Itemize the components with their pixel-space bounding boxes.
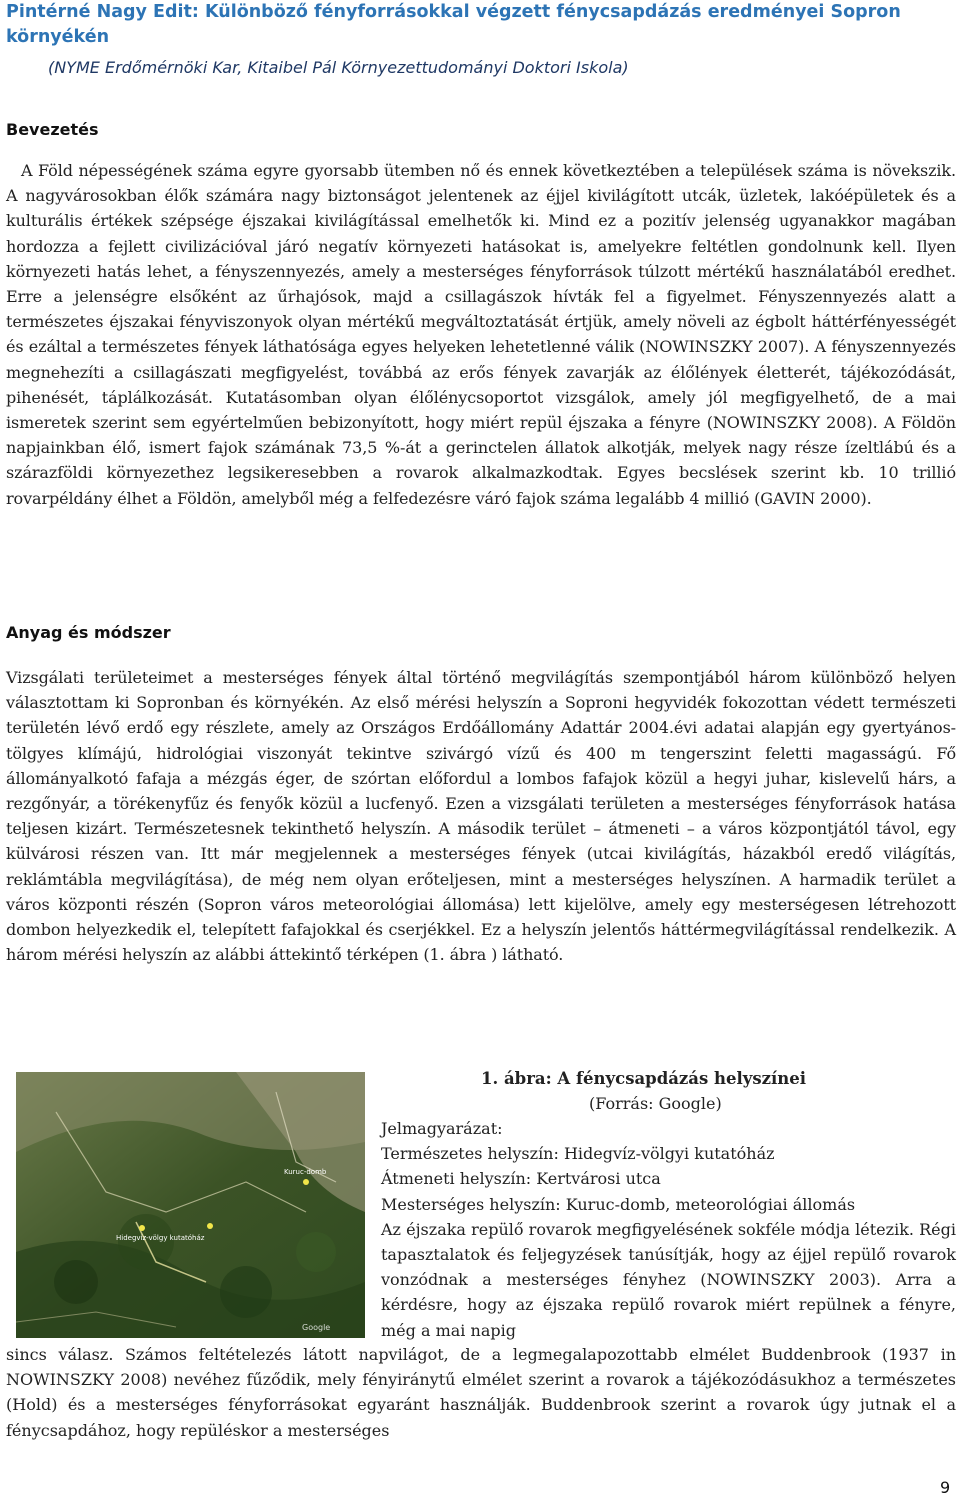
section-heading-methods: Anyag és módszer — [6, 623, 171, 642]
map-label-research-house: Hidegvíz-völgy kutatóház — [116, 1234, 205, 1242]
figure-caption: 1. ábra: A fénycsapdázás helyszínei — [481, 1069, 807, 1088]
continued-paragraph: sincs válasz. Számos feltételezés látott napvilágot, de a legmegalapozottabb elmélet Buddenbrook (1937 in NOWINSZKY 2008) nevéhez fűződik, mely fényiránytű elmélet szerint a rovarok a tájékozódásukhoz a természetes (Hold) és a mesterséges fényforrásokat egyaránt használják. Buddenbrook szerint a rovarok úgy jutnak el a fénycsapdához, hogy repüléskor a mesterséges — [6, 1345, 956, 1440]
intro-paragraph: A Föld népességének száma egyre gyorsabb ütemben nő és ennek következtében a települések száma is növekszik. A nagyvárosokban élők számára nagy biztonságot jelentenek az éjjel kivilágított utcák, üzletek, lakóépületek és a kulturális értékek szépsége éjszakai kivilágítással emelhetők ki. Mind ez a pozitív jelenség ugyanakkor magában hordozza a fejlett civilizációval járó negatív környezeti hatásokat is, amelyekre feltétlen gondolnunk kell. Ilyen környezeti hatás lehet, a fényszennyezés, amely a mesterséges fényforrások túlzott mértékű használatából eredhet. Erre a jelenségre elsőként az űrhajósok, majd a csillagászok hívták fel a figyelmet. Fényszennyezés alatt a természetes éjszakai fényviszonyok olyan mértékű megváltoztatását értjük, amely növeli az égbolt háttérfényességét és ezáltal a természetes fények láthatósága egyes helyeken lehetetlenné válik (NOWINSZKY 2007). A fényszennyezés megnehezíti a csillagászati megfigyelést, továbbá az erős fények zavarják az élőlények életterét, tájékozódását, pihenését, táplálkozását. Kutatásomban olyan élőlénycsoportot vizsgálok, amely jól megfigyelhető, de a mai ismeretek szerint sem egyértelműen bebizonyított, hogy miért repül éjszaka a fényre (NOWINSZKY 2008). A Földön napjainkban élő, ismert fajok számának 73,5 %-át a gerinctelen állatok alkotják, melyek nagy része ízeltlábú és a szárazföldi környezethez legsikeresebben a rovarok alkalmazkodtak. Egyes becslések szerint kb. 10 trillió rovarpéldány élhet a Földön, amelyből még a felfedezésre váró fajok száma legalább 4 millió (GAVIN 2000). — [6, 161, 956, 508]
methods-paragraph: Vizsgálati területeimet a mesterséges fények által történő megvilágítás szempontjából három különböző helyen választottam ki Sopronban és környékén. Az első mérési helyszín a Soproni hegyvidék fokozottan védett természeti területén lévő erdő egy részlete, amely az Országos Erdőállomány Adattár 2004.évi adatai alapján egy gyertyános-tölgyes klímájú, hidrológiai viszonyát tekintve szivárgó vízű és 400 m tengerszint feletti magasságú. Fő állományalkotó fafaja a mézgás éger, de szórtan előfordul a lombos fafajok közül a hegyi juhar, kislevelű hárs, a rezgőnyár, a törékenyfűz és fenyők közül a lucfenyő. Ezen a vizsgálati területen a mesterséges fényforrások hatása teljesen kizárt. Természetesnek tekinthető helyszín. A második terület – átmeneti – a város központjától távol, egy külvárosi részen van. Itt már megjelennek a mesterséges fények (utcai kivilágítás, házakból eredő világítás, reklámtábla megvilágítása), de még nem olyan erőteljesen, mint a mesterséges helyszínen. A harmadik terület a város központi részén (Sopron város meteorológiai állomása) lett kijelölve, amely egy mesterségesen létrehozott dombon helyezkedik el, telepített fafajokkal és cserjékkel. Ez a helyszín jelentős háttérmegvilágítással rendelkezik. A három mérési helyszín az alábbi áttekintő térképen (1. ábra ) látható. — [6, 668, 956, 965]
figure-source: (Forrás: Google) — [589, 1094, 722, 1113]
legend-item-artificial: Mesterséges helyszín: Kuruc-domb, meteorológiai állomás — [381, 1194, 856, 1214]
figure-sidebar — [381, 1066, 956, 1343]
section-heading-intro: Bevezetés — [6, 120, 99, 139]
page-number: 9 — [940, 1478, 951, 1497]
satellite-map-image — [16, 1072, 365, 1338]
legend-item-natural: Természetes helyszín: Hidegvíz-völgyi kutatóház — [381, 1144, 775, 1164]
map-watermark: Google — [302, 1323, 331, 1332]
paper-title: Pintérné Nagy Edit: Különböző fényforrásokkal végzett fénycsapdázás eredményei Sopron környékén — [6, 2, 901, 47]
map-label-kuruc-domb: Kuruc-domb — [284, 1168, 327, 1176]
side-paragraph: Az éjszaka repülő rovarok megfigyelésének sokféle módja létezik. Régi tapasztalatok és feljegyzések tanúsítják, hogy az éjjel repülő rovarok vonzódnak a mesterséges fényhez (NOWINSZKY 2003). Arra a kérdésre, hogy az éjszaka repülő rovarok miért repülnek a fényre, még a mai napig — [381, 1219, 956, 1340]
legend-title: Jelmagyarázat: — [381, 1119, 503, 1138]
legend-item-transitional: Átmeneti helyszín: Kertvárosi utca — [381, 1169, 661, 1189]
affiliation: (NYME Erdőmérnöki Kar, Kitaibel Pál Környezettudományi Doktori Iskola) — [48, 58, 629, 77]
